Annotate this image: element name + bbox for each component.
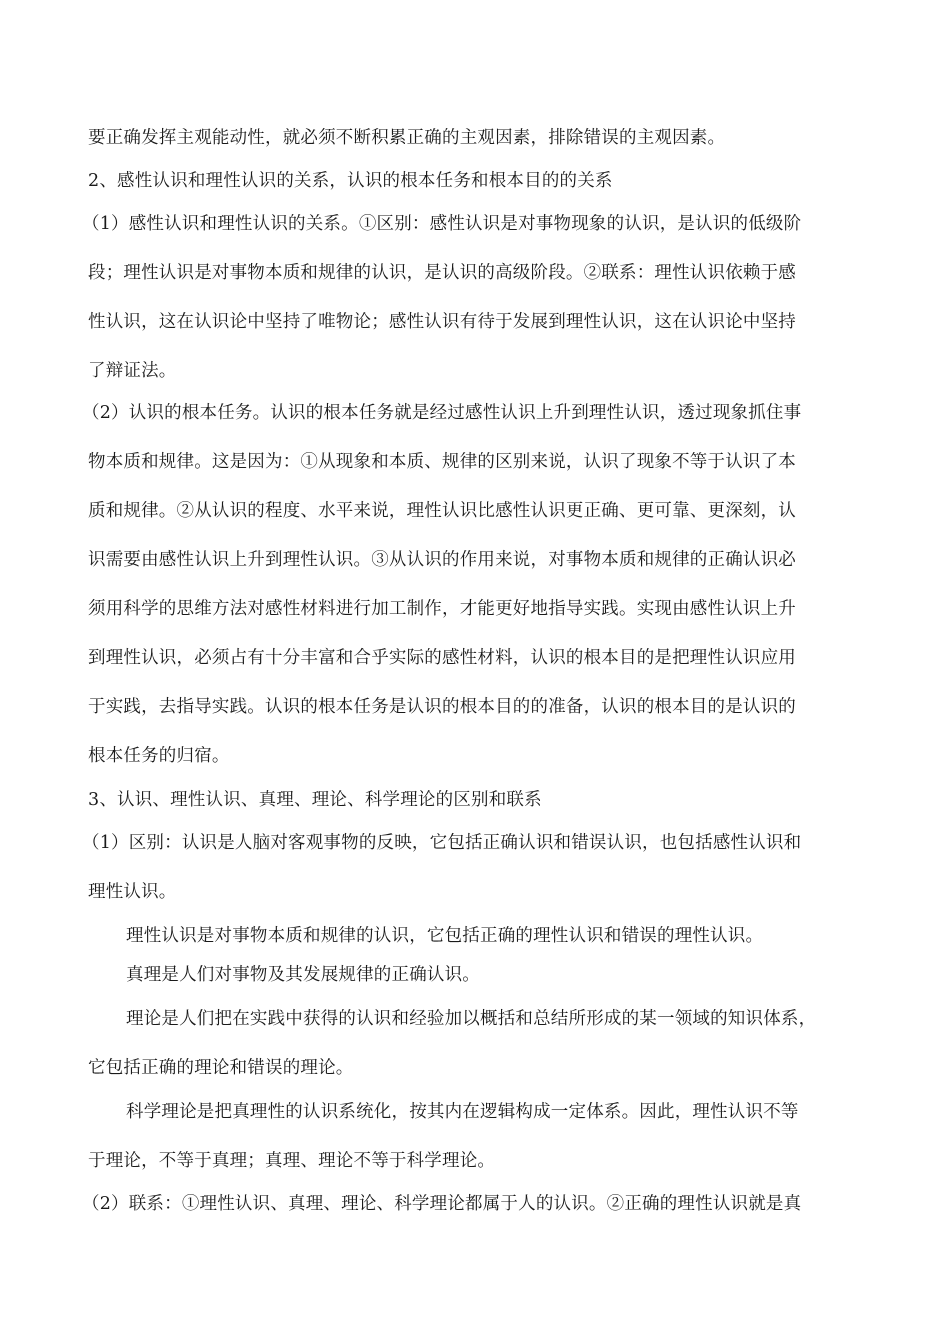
text-line: 根本任务的归宿。 (88, 746, 230, 766)
text-line: 须用科学的思维方法对感性材料进行加工制作，才能更好地指导实践。实现由感性认识上升 (88, 599, 796, 619)
text-line: 物本质和规律。这是因为：①从现象和本质、规律的区别来说，认识了现象不等于认识了本 (88, 452, 796, 472)
text-line: 理性认识是对事物本质和规律的认识，它包括正确的理性认识和错误的理性认识。 (126, 926, 764, 946)
text-line: 它包括正确的理论和错误的理论。 (88, 1058, 354, 1078)
text-line: 于实践，去指导实践。认识的根本任务是认识的根本目的的准备，认识的根本目的是认识的 (88, 697, 796, 717)
text-line: 性认识，这在认识论中坚持了唯物论；感性认识有待于发展到理性认识，这在认识论中坚持 (88, 312, 796, 332)
text-line: 了辩证法。 (88, 361, 177, 381)
text-line: 理论是人们把在实践中获得的认识和经验加以概括和总结所形成的某一领域的知识体系， (126, 1009, 817, 1029)
text-line: 真理是人们对事物及其发展规律的正确认识。 (126, 965, 480, 985)
text-line: 要正确发挥主观能动性，就必须不断积累正确的主观因素，排除错误的主观因素。 (88, 128, 726, 148)
text-line: （2）认识的根本任务。认识的根本任务就是经过感性认识上升到理性认识，透过现象抓住事 (82, 403, 802, 423)
section-heading-3: 3、认识、理性认识、真理、理论、科学理论的区别和联系 (88, 790, 542, 810)
text-line: （2）联系：①理性认识、真理、理论、科学理论都属于人的认识。②正确的理性认识就是真 (82, 1194, 802, 1214)
text-line: 段；理性认识是对事物本质和规律的认识，是认识的高级阶段。②联系：理性认识依赖于感 (88, 263, 796, 283)
text-line: （1）感性认识和理性认识的关系。①区别：感性认识是对事物现象的认识，是认识的低级阶 (82, 214, 802, 234)
text-line: 识需要由感性认识上升到理性认识。③从认识的作用来说，对事物本质和规律的正确认识必 (88, 550, 796, 570)
text-line: （1）区别：认识是人脑对客观事物的反映，它包括正确认识和错误认识，也包括感性认识和 (82, 833, 802, 853)
text-line: 理性认识。 (88, 882, 177, 902)
section-heading-2: 2、感性认识和理性认识的关系，认识的根本任务和根本目的的关系 (88, 171, 613, 191)
text-line: 到理性认识，必须占有十分丰富和合乎实际的感性材料，认识的根本目的是把理性认识应用 (88, 648, 796, 668)
text-line: 于理论，不等于真理；真理、理论不等于科学理论。 (88, 1151, 496, 1171)
text-line: 质和规律。②从认识的程度、水平来说，理性认识比感性认识更正确、更可靠、更深刻，认 (88, 501, 796, 521)
text-line: 科学理论是把真理性的认识系统化，按其内在逻辑构成一定体系。因此，理性认识不等 (126, 1102, 799, 1122)
